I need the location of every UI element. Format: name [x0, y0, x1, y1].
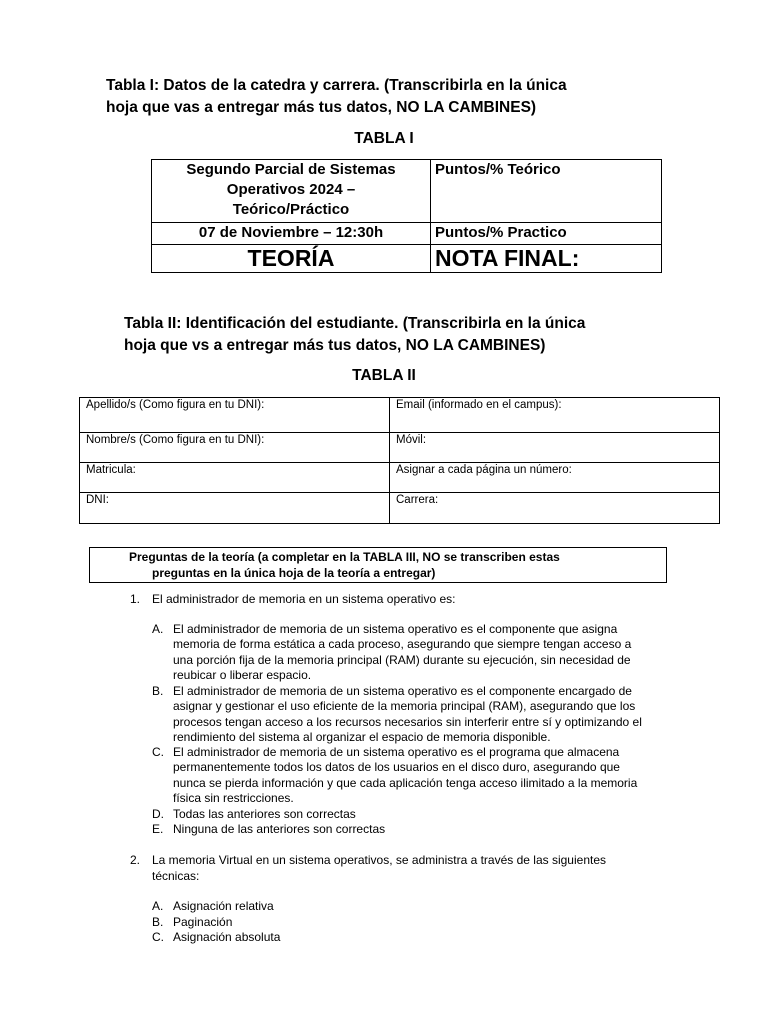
q2-option-b[interactable]: B. Paginación [152, 915, 233, 929]
tabla1-nota-final: NOTA FINAL: [431, 245, 662, 273]
apellido-field[interactable]: Apellido/s (Como figura en tu DNI): [80, 398, 390, 433]
q1-option-e[interactable]: E. Ninguna de las anteriores son correctas [152, 822, 386, 836]
tabla2 [79, 397, 720, 524]
tabla1-title: TABLA I [354, 130, 414, 147]
movil-field[interactable]: Móvil: [390, 433, 720, 463]
tabla1-puntos-teorico: Puntos/% Teórico [431, 160, 662, 223]
tabla2-title: TABLA II [352, 367, 416, 384]
nombre-field[interactable]: Nombre/s (Como figura en tu DNI): [80, 433, 390, 463]
q1-option-d[interactable]: D. Todas las anteriores son correctas [152, 807, 356, 821]
carrera-field[interactable]: Carrera: [390, 493, 720, 524]
q1-option-c[interactable]: C. El administrador de memoria de un sistema operativo es el programa que almacena permanentemente todos los datos de los usuarios en el disco duro, asegurando que nunca se pierda información y que cada aplicación tenga acceso ilimitado a la memoria física sin restricciones. [152, 745, 638, 806]
tabla1-date: 07 de Noviembre – 12:30h [152, 223, 431, 245]
tabla1-heading: Tabla I: Datos de la catedra y carrera. (Transcribirla en la única hoja que vas a entregar más tus datos, NO LA CAMBINES) [106, 77, 567, 116]
question-1: 1. El administrador de memoria en un sistema operativo es: [130, 592, 456, 606]
email-field[interactable]: Email (informado en el campus): [390, 398, 720, 433]
tabla1-course-cell: Segundo Parcial de Sistemas Operativos 2024 – Teórico/Práctico [152, 160, 431, 223]
tabla1-puntos-practico: Puntos/% Practico [431, 223, 662, 245]
question-2: 2. La memoria Virtual en un sistema operativos, se administra a través de las siguientes técnicas: [130, 853, 607, 883]
q2-option-a[interactable]: A. Asignación relativa [152, 899, 274, 913]
matricula-field[interactable]: Matricula: [80, 463, 390, 493]
dni-field[interactable]: DNI: [80, 493, 390, 524]
asignar-field[interactable]: Asignar a cada página un número: [390, 463, 720, 493]
preguntas-box: Preguntas de la teoría (a completar en la TABLA III, NO se transcriben estas preguntas en la única hoja de la teoría a entregar) [89, 547, 667, 583]
q2-option-c[interactable]: C. Asignación absoluta [152, 930, 281, 944]
q1-option-a[interactable]: A. El administrador de memoria de un sistema operativo es el componente que asigna memoria de forma estática a cada proceso, asegurando que siempre tengan acceso a una porción fija de la memoria principal (RAM) durante su ejecución, sin necesidad de reubicar o liberar espacio. [152, 622, 632, 683]
tabla1 [151, 159, 662, 273]
q1-option-b[interactable]: B. El administrador de memoria de un sistema operativo es el componente encargado de asignar y gestionar el uso eficiente de la memoria principal (RAM), asegurando que los procesos tengan acceso a los recursos necesarios sin interferir entre sí y optimizando el rendimiento del sistema al organizar el espacio de memoria disponible. [152, 684, 642, 745]
tabla1-teoria: TEORÍA [152, 245, 431, 273]
tabla2-heading: Tabla II: Identificación del estudiante. (Transcribirla en la única hoja que vs a entregar más tus datos, NO LA CAMBINES) [124, 315, 586, 354]
